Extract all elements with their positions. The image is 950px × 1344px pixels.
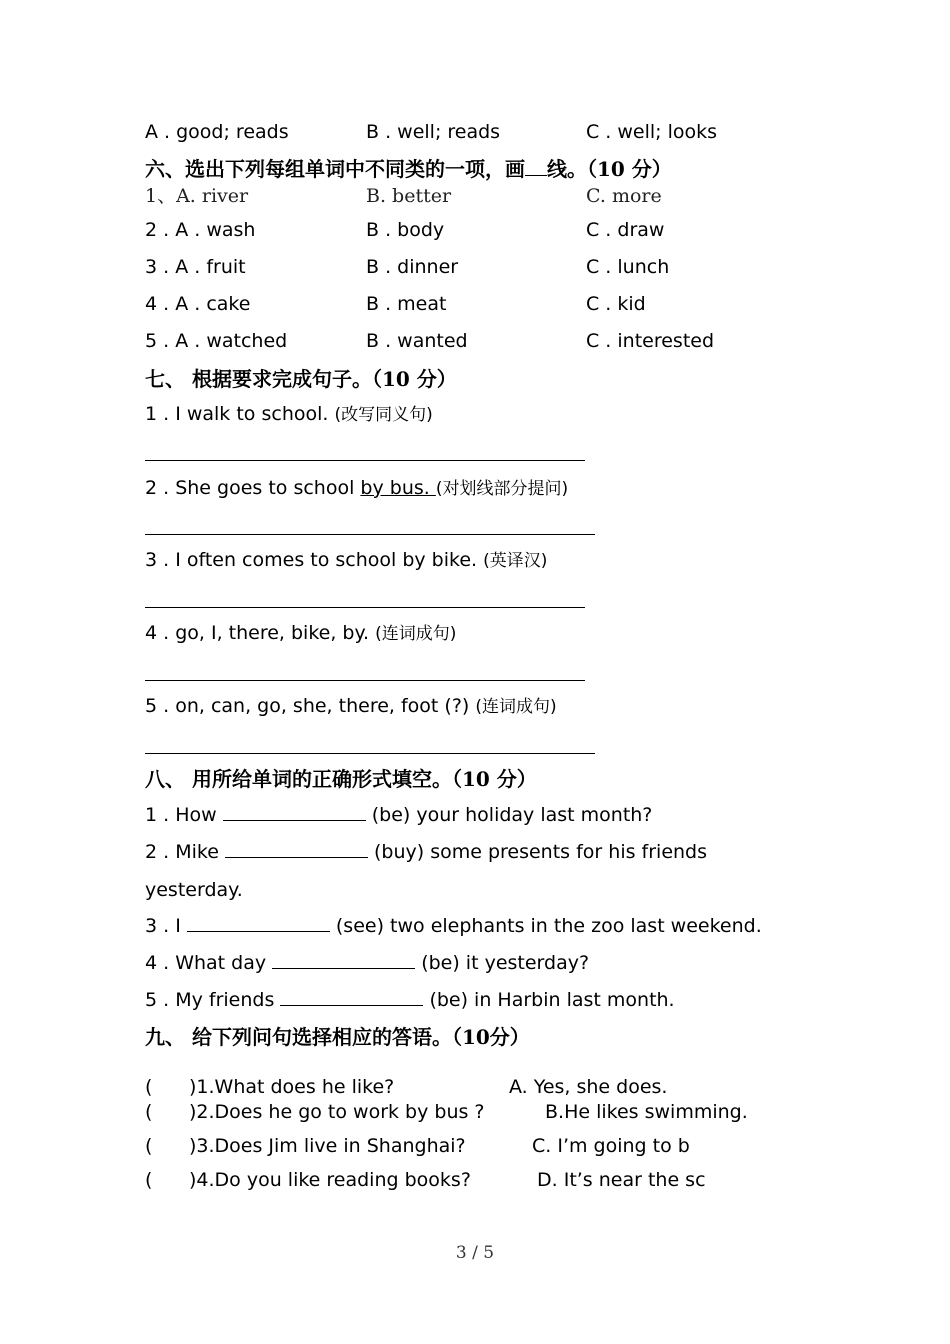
answer-line-1[interactable]: [145, 460, 585, 461]
question-suffix: (be) in Harbin last month.: [423, 989, 675, 1011]
question-suffix: (be) it yesterday?: [415, 952, 590, 974]
question-text: 5 . on, can, go, she, there, foot (?): [145, 695, 476, 717]
sec6-heading: [145, 157, 672, 181]
fill-blank[interactable]: [225, 841, 368, 858]
option-b: B . meat: [366, 293, 447, 315]
option-b: B . dinner: [366, 256, 459, 278]
sec8-question-4: [145, 951, 589, 975]
instruction-note: (对划线部分提问): [435, 479, 569, 499]
question-text: )3.Does Jim live in Shanghai?: [189, 1135, 466, 1157]
sec7-heading: 七、 根据要求完成句子。（10 分）: [145, 367, 457, 391]
option-c: C . lunch: [586, 256, 670, 278]
answer-line-5[interactable]: [145, 753, 595, 754]
option-c: C . well; looks: [586, 121, 718, 143]
option-a: A . good; reads: [145, 121, 289, 143]
question-prefix: 3 . I: [145, 915, 187, 937]
answer-paren[interactable]: (: [145, 1135, 153, 1157]
option-b: B . body: [366, 219, 445, 241]
instruction-note: (改写同义句): [334, 405, 433, 425]
question-prefix: 5 . My friends: [145, 989, 281, 1011]
sec8-question-2: [145, 840, 707, 864]
question-suffix: (buy) some presents for his friends: [367, 841, 708, 863]
sec7-question-3: [145, 548, 547, 573]
question-prefix: 4 . What day: [145, 952, 273, 974]
question-suffix: (be) your holiday last month?: [365, 804, 653, 826]
sec6-heading-pre: 六、选出下列每组单词中不同类的一项，画: [145, 157, 525, 181]
answer-paren[interactable]: (: [145, 1169, 153, 1191]
fill-blank[interactable]: [187, 915, 330, 932]
answer-option: C. I’m going to b: [532, 1135, 690, 1157]
sec8-question-1: [145, 803, 652, 827]
sec7-question-5: [145, 694, 557, 719]
fill-blank[interactable]: [223, 804, 366, 821]
instruction-note: (连词成句): [375, 624, 457, 644]
option-b: B . well; reads: [366, 121, 501, 143]
answer-line-2[interactable]: [145, 534, 595, 535]
sec8-question-5: [145, 988, 675, 1012]
sec6-heading-post: 线。（10 分）: [547, 157, 672, 181]
option-c: C. more: [586, 185, 662, 207]
question-suffix: (see) two elephants in the zoo last weekend.: [329, 915, 762, 937]
sec6-heading-blank: [525, 159, 547, 176]
question-prefix: 1 . How: [145, 804, 223, 826]
option-a: 1、A. river: [145, 185, 249, 207]
question-text: )1.What does he like?: [189, 1076, 395, 1098]
option-c: C . kid: [586, 293, 646, 315]
sec7-question-1: [145, 402, 433, 427]
sec9-heading: 九、 给下列问句选择相应的答语。（10分）: [145, 1025, 530, 1049]
answer-paren[interactable]: (: [145, 1076, 153, 1098]
answer-option: A. Yes, she does.: [509, 1076, 668, 1098]
answer-line-3[interactable]: [145, 607, 585, 608]
fill-blank[interactable]: [272, 952, 415, 969]
question-text: 3 . I often comes to school by bike.: [145, 549, 484, 571]
option-c: C . interested: [586, 330, 715, 352]
question-text: 2 . She goes to school: [145, 477, 361, 499]
instruction-note: (连词成句): [475, 697, 557, 717]
question-prefix: 2 . Mike: [145, 841, 225, 863]
question-text: )2.Does he go to work by bus ?: [189, 1101, 485, 1123]
sec8-question-2-continued: yesterday.: [145, 879, 243, 901]
fill-blank[interactable]: [280, 989, 423, 1006]
option-b: B. better: [366, 185, 452, 207]
question-text: )4.Do you like reading books?: [189, 1169, 471, 1191]
option-b: B . wanted: [366, 330, 468, 352]
sec8-question-3: [145, 914, 762, 938]
sec7-question-4: [145, 621, 456, 646]
underlined-phrase: by bus.: [360, 477, 436, 499]
question-text: 4 . go, I, there, bike, by.: [145, 622, 376, 644]
option-a: 4 . A . cake: [145, 293, 251, 315]
page-number: 3 / 5: [455, 1243, 495, 1263]
question-text: 1 . I walk to school.: [145, 403, 335, 425]
answer-line-4[interactable]: [145, 680, 585, 681]
option-c: C . draw: [586, 219, 665, 241]
sec8-heading: 八、 用所给单词的正确形式填空。（10 分）: [145, 767, 537, 791]
option-a: 3 . A . fruit: [145, 256, 246, 278]
instruction-note: (英译汉): [483, 551, 548, 571]
answer-option: B.He likes swimming.: [545, 1101, 748, 1123]
answer-paren[interactable]: (: [145, 1101, 153, 1123]
answer-option: D. It’s near the sc: [537, 1169, 706, 1191]
option-a: 5 . A . watched: [145, 330, 288, 352]
sec7-question-2: [145, 476, 568, 501]
option-a: 2 . A . wash: [145, 219, 256, 241]
